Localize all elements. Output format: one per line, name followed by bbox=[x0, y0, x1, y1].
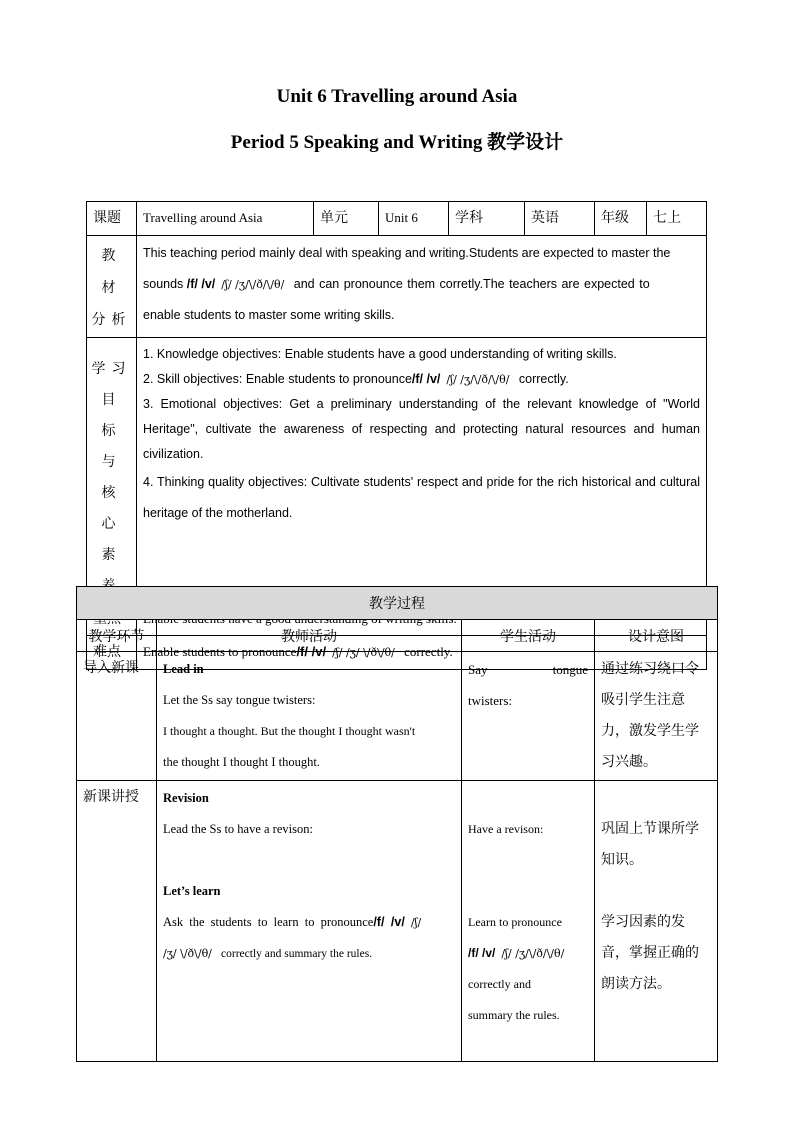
student-activity-cell: Say tongue twisters: bbox=[462, 652, 595, 781]
student-activity-cell: Have a revison: Learn to pronounce /f/ /v/ /ʃ/ /ʒ/\/ð/\/θ/ correctly and summary the rules. bbox=[462, 781, 595, 1062]
process-header: 教学过程 bbox=[77, 587, 718, 620]
topic-label: 课题 bbox=[87, 202, 137, 236]
subject-value: 英语 bbox=[525, 202, 595, 236]
col-stage: 教学环节 bbox=[77, 620, 157, 652]
table-row bbox=[77, 652, 718, 781]
grade-label: 年级 bbox=[595, 202, 647, 236]
col-intent: 设计意图 bbox=[595, 620, 718, 652]
subject-label: 学科 bbox=[449, 202, 525, 236]
col-teacher: 教师活动 bbox=[157, 620, 462, 652]
teacher-activity-cell: Revision Lead the Ss to have a revison: Let’s learn Ask the students to learn to pronounce/f/ /v/ /ʃ/ /ʒ/ \/ð\/θ/ correctly and summary the rules. bbox=[157, 781, 462, 1062]
teaching-process-table bbox=[76, 586, 718, 1062]
grade-value: 七上 bbox=[647, 202, 707, 236]
intent-cell: 通过练习绕口令吸引学生注意力，激发学生学习兴趣。 bbox=[595, 652, 718, 781]
objectives-text: 1. Knowledge objectives: Enable students have a good understanding of writing skills. 2. Skill objectives: Enable students to pronounce/f/ /v/ /ʃ/ /ʒ/\/ð/\/θ/ correctly. 3. Emotional objectives: Get a preliminary understanding of the relevant knowledge of "World Heritage", cultivate the awareness of respecting and protecting natural resources and human civilization. 4. Thinking quality objectives: Cultivate students' respect and pride for the rich historical and cultural heritage of the motherland. bbox=[137, 338, 707, 603]
stage-cell: 新课讲授 bbox=[77, 781, 157, 1062]
stage-cell: 导入新课 bbox=[77, 652, 157, 781]
document-title: Unit 6 Travelling around Asia bbox=[276, 86, 518, 107]
unit-value: Unit 6 bbox=[379, 202, 449, 236]
intent-cell: 巩固上节课所学知识。 学习因素的发音，掌握正确的朗读方法。 bbox=[595, 781, 718, 1062]
analysis-text: This teaching period mainly deal with speaking and writing.Students are expected to master the sounds /f/ /v/ /ʃ/ /ʒ/\/ð/\/θ/ and can pronounce them corretly.The teachers are expected to enable students to master some writing skills. bbox=[137, 236, 707, 338]
teacher-activity-cell: Lead in Let the Ss say tongue twisters: I thought a thought. But the thought I thought wasn't the thought I thought I thought. bbox=[157, 652, 462, 781]
difficulty-label: 难点 bbox=[87, 636, 137, 670]
objectives-label: 学习 目 标 与 核 心 素 bbox=[87, 338, 137, 603]
col-student: 学生活动 bbox=[462, 620, 595, 652]
unit-label: 单元 bbox=[314, 202, 379, 236]
analysis-label: 教 材 分析 bbox=[87, 236, 137, 338]
document-subtitle: Period 5 Speaking and Writing 教学设计 bbox=[230, 132, 564, 153]
topic-value: Travelling around Asia bbox=[137, 202, 314, 236]
table-row bbox=[77, 781, 718, 1062]
difficulty-text: Enable students to pronounce/f/ /v/ /ʃ/ /ʒ/ \/ð\/θ/ correctly. bbox=[137, 636, 707, 670]
